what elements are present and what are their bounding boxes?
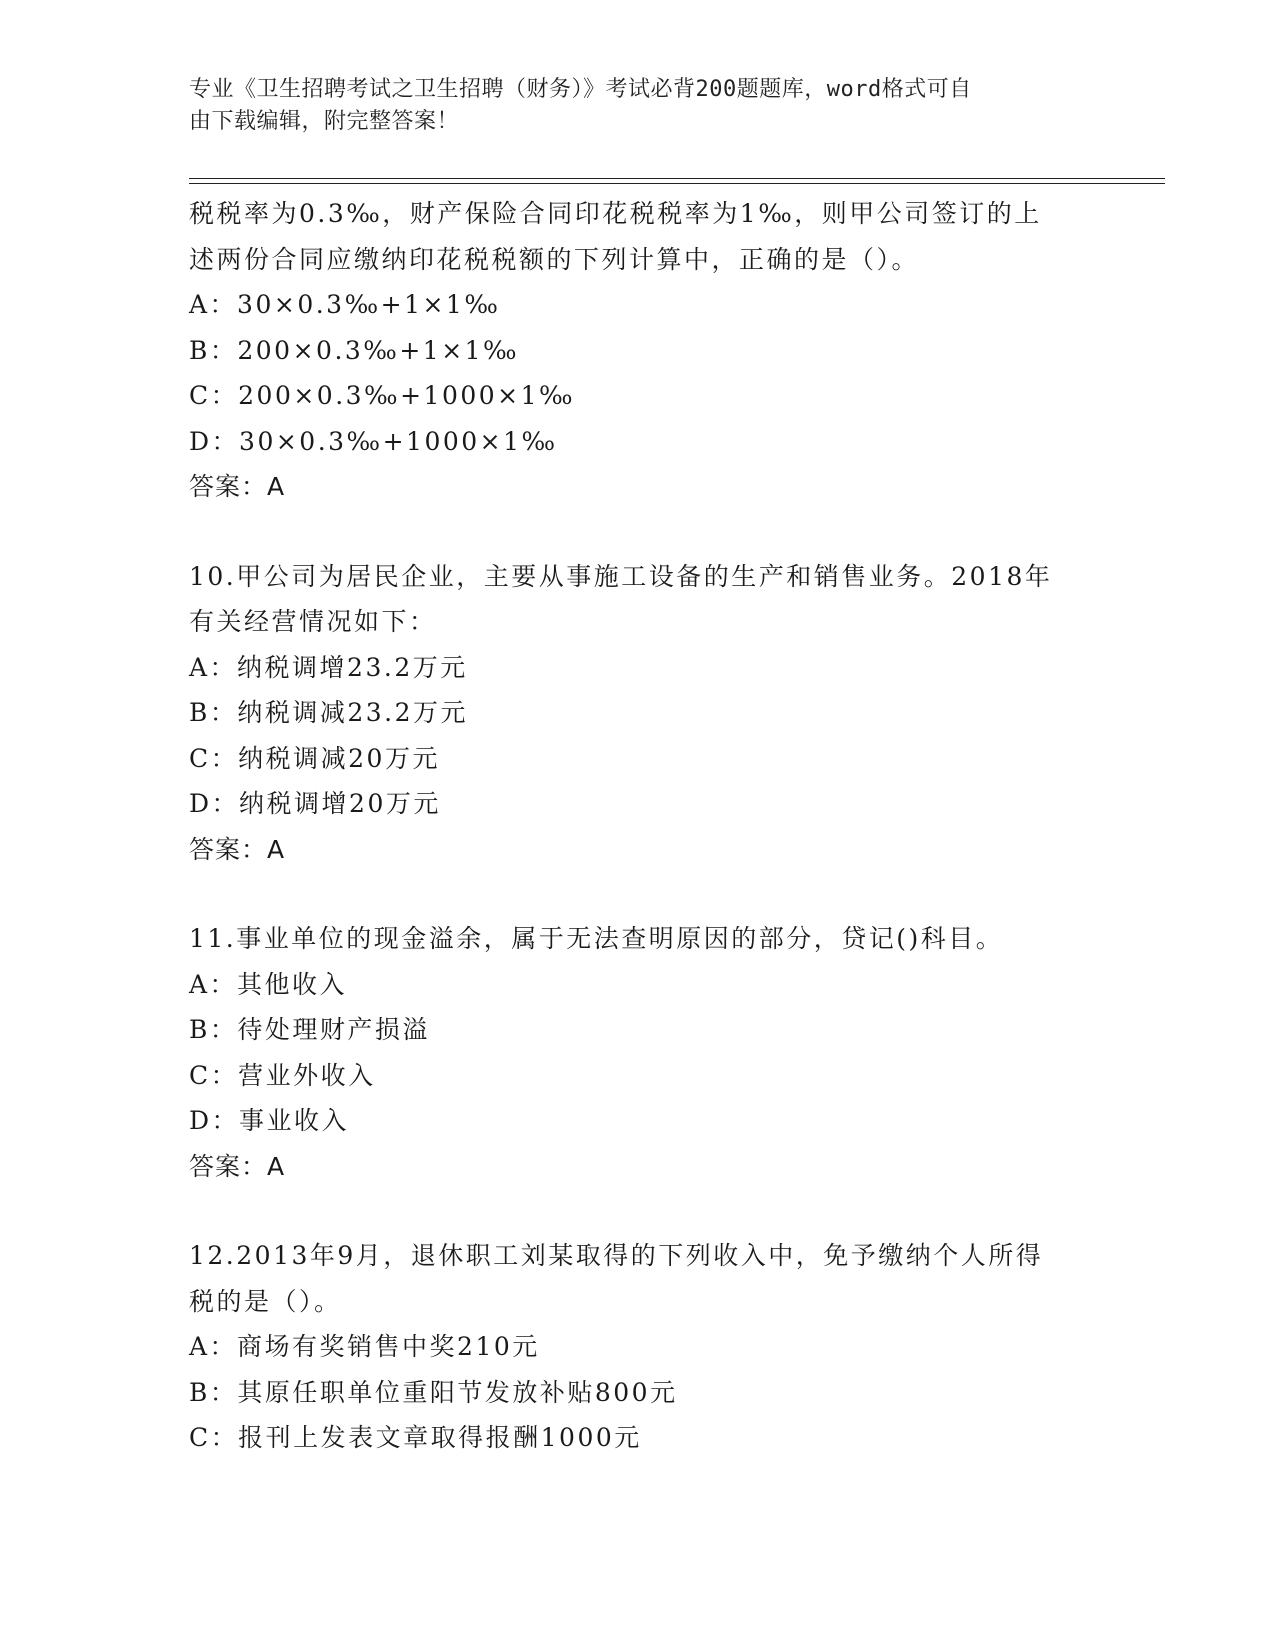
option-a: A：30×0.3‰+1×1‰ [189, 290, 501, 319]
question-text-line: 有关经营情况如下： [189, 607, 437, 636]
question-9 [189, 191, 1089, 510]
document-header [189, 74, 1089, 138]
option-d: D：事业收入 [189, 1106, 350, 1135]
option-c: C：报刊上发表文章取得报酬1000元 [189, 1423, 642, 1452]
question-list [189, 191, 1089, 1461]
option-a: A：其他收入 [189, 969, 348, 999]
header-title-line-2: 由下载编辑，附完整答案！ [189, 109, 460, 134]
option-b: B：200×0.3‰+1×1‰ [189, 335, 520, 365]
question-text-line: 11.事业单位的现金溢余，属于无法查明原因的部分，贷记()科目。 [189, 924, 1004, 953]
option-c: C：营业外收入 [189, 1060, 376, 1090]
answer: 答案：A [189, 834, 286, 864]
question-text-line: 12.2013年9月，退休职工刘某取得的下列收入中，免予缴纳个人所得 [189, 1241, 1044, 1270]
question-10 [189, 554, 1089, 873]
question-spacer [189, 872, 1089, 916]
header-divider-top [189, 178, 1165, 179]
option-a: A：商场有奖销售中奖210元 [189, 1332, 540, 1361]
question-spacer [189, 1189, 1089, 1233]
question-11 [189, 916, 1089, 1189]
question-text-line: 10.甲公司为居民企业，主要从事施工设备的生产和销售业务。2018年 [189, 561, 1053, 591]
question-text-line: 税税率为0.3‰，财产保险合同印花税税率为1‰，则甲公司签订的上 [189, 199, 1042, 228]
option-d: D：纳税调增20万元 [189, 789, 441, 818]
option-c: C：纳税调减20万元 [189, 743, 440, 773]
header-title-line-1: 专业《卫生招聘考试之卫生招聘（财务）》考试必背200题题库，word格式可自 [189, 77, 972, 102]
option-d: D：30×0.3‰+1000×1‰ [189, 426, 558, 456]
answer: 答案：A [189, 472, 286, 501]
question-spacer [189, 510, 1089, 554]
option-b: B：待处理财产损溢 [189, 1015, 430, 1044]
option-c: C：200×0.3‰+1000×1‰ [189, 381, 576, 410]
question-text-line: 税的是（）。 [189, 1286, 342, 1316]
option-b: B：纳税调减23.2万元 [189, 698, 469, 727]
question-text-line: 述两份合同应缴纳印花税税额的下列计算中，正确的是（）。 [189, 244, 920, 274]
question-12 [189, 1233, 1089, 1461]
option-a: A：纳税调增23.2万元 [189, 652, 468, 682]
option-b: B：其原任职单位重阳节发放补贴800元 [189, 1377, 678, 1407]
answer: 答案：A [189, 1151, 286, 1181]
header-divider-bottom [189, 183, 1165, 184]
